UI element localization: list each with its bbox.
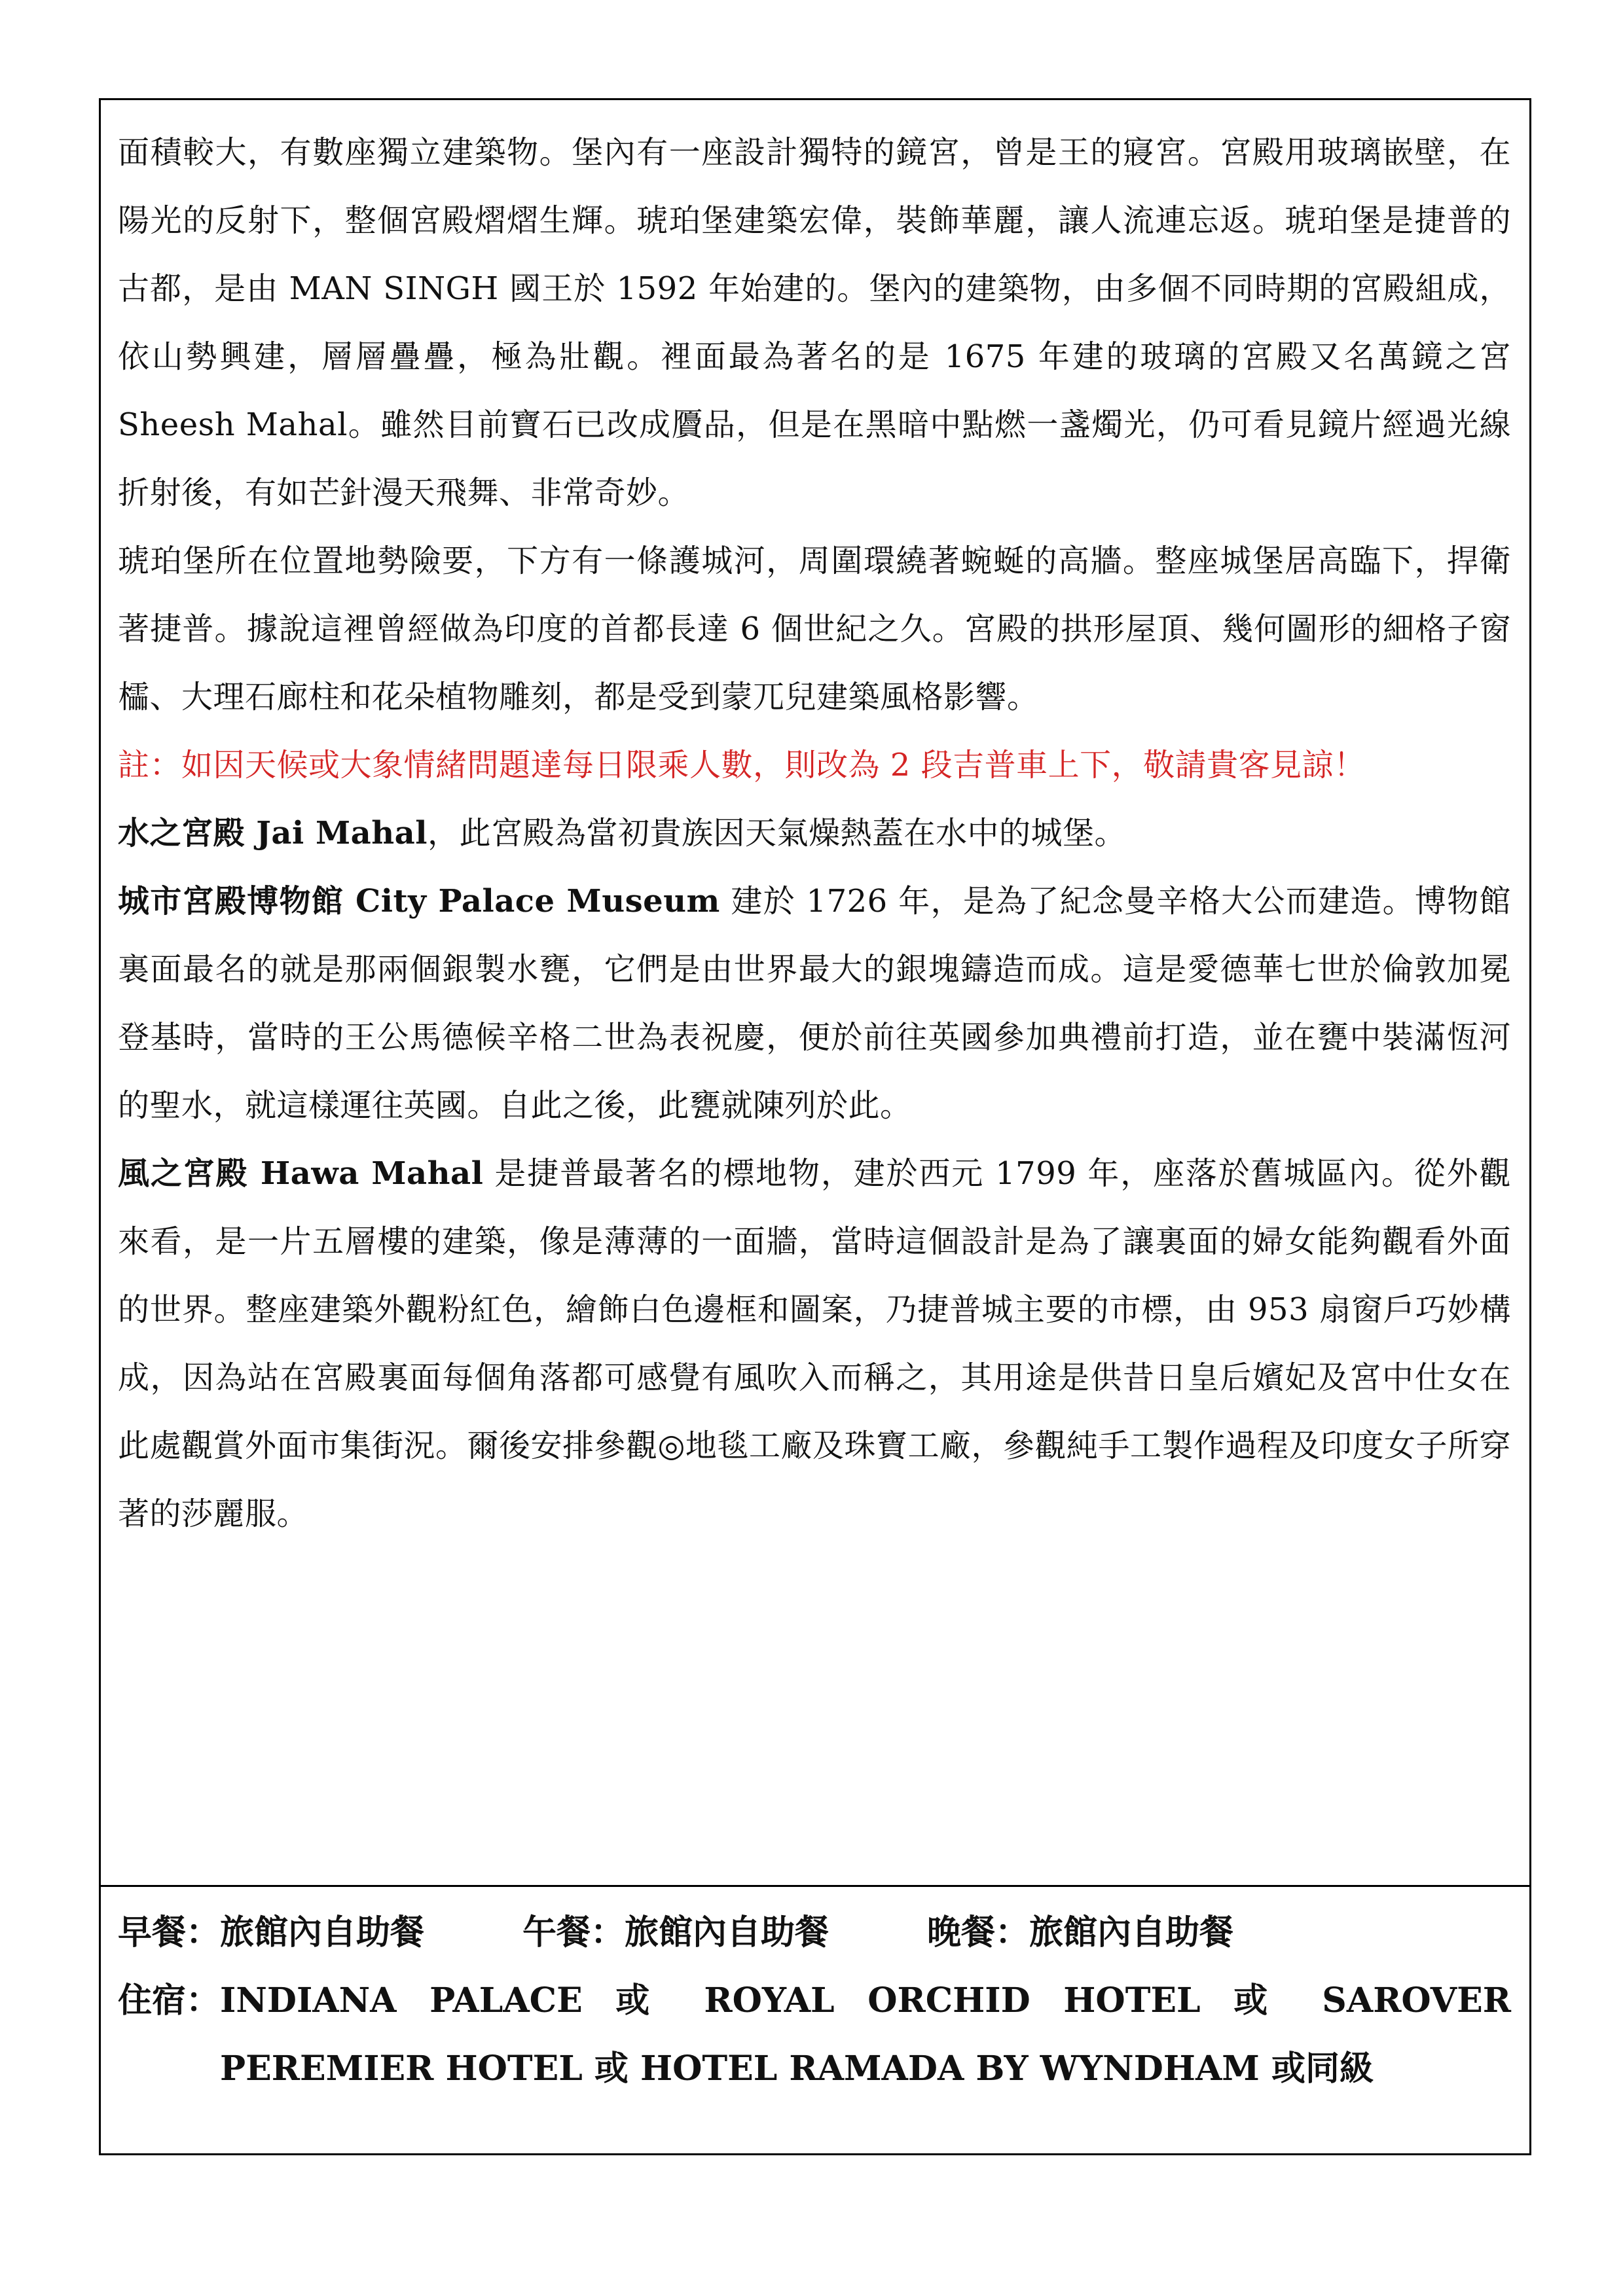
lodging-hotels: INDIANA PALACE 或 ROYAL ORCHID HOTEL 或 SAROVER PEREMIER HOTEL 或 HOTEL RAMADA BY WYNDHAM 或同級 bbox=[220, 1981, 1511, 2089]
lodging-row bbox=[118, 1967, 1511, 2103]
note-text: 如因天候或大象情緒問題達每日限乘人數，則改為 2 段吉普車上下，敬請貴客見諒！ bbox=[181, 747, 1366, 783]
itinerary-day-box bbox=[99, 98, 1531, 2155]
note-label: 註： bbox=[118, 747, 182, 783]
hawa-mahal-paragraph bbox=[118, 1139, 1511, 1548]
city-palace-text: 建於 1726 年，是為了紀念曼辛格大公而建造。博物館裏面最名的就是那兩個銀製水甕，它們是由世界最大的銀塊鑄造而成。這是愛德華七世於倫敦加冕登基時，當時的王公馬德候辛格二世為表祝慶，便於前往英國參加典禮前打造，並在甕中裝滿恆河的聖水，就這樣運往英國。自此之後，此甕就陳列於此。 bbox=[118, 883, 1511, 1124]
hawa-mahal-title: 風之宮殿 Hawa Mahal bbox=[118, 1155, 484, 1192]
city-palace-paragraph bbox=[118, 867, 1511, 1139]
city-palace-title: 城市宮殿博物館 City Palace Museum bbox=[118, 883, 720, 920]
jai-mahal-paragraph bbox=[118, 799, 1511, 867]
elephant-ride-note bbox=[118, 731, 1511, 799]
amber-fort-paragraph-2: 琥珀堡所在位置地勢險要，下方有一條護城河，周圍環繞著蜿蜒的高牆。整座城堡居高臨下，捍衛著捷普。據說這裡曾經做為印度的首都長達 6 個世紀之久。宮殿的拱形屋頂、幾何圖形的細格子窗櫺、大理石廊柱和花朵植物雕刻，都是受到蒙兀兒建築風格影響。 bbox=[118, 543, 1511, 715]
itinerary-description bbox=[101, 100, 1529, 1885]
hawa-mahal-text: 是捷普最著名的標地物，建於西元 1799 年，座落於舊城區內。從外觀來看，是一片五層樓的建築，像是薄薄的一面牆，當時這個設計是為了讓裏面的婦女能夠觀看外面的世界。整座建築外觀粉紅色，繪飾白色邊框和圖案，乃捷普城主要的市標，由 953 扇窗戶巧妙構成，因為站在宮殿裏面每個角落都可感覺有風吹入而稱之，其用途是供昔日皇后嬪妃及宮中仕女在此處觀賞外面市集街況。爾後安排參觀◎地毯工廠及珠寶工廠，參觀純手工製作過程及印度女子所穿著的莎麗服。 bbox=[118, 1155, 1511, 1532]
jai-mahal-title: 水之宮殿 Jai Mahal bbox=[118, 815, 428, 852]
jai-mahal-text: ，此宮殿為當初貴族因天氣燥熱蓋在水中的城堡。 bbox=[427, 815, 1126, 852]
meals-lodging-section bbox=[101, 1887, 1529, 2103]
meals-row bbox=[118, 1899, 1511, 1967]
lunch-info: 午餐：旅館內自助餐 bbox=[522, 1912, 830, 1952]
amber-fort-paragraph-1: 面積較大，有數座獨立建築物。堡內有一座設計獨特的鏡宮，曾是王的寢宮。宮殿用玻璃嵌壁，在陽光的反射下，整個宮殿熠熠生輝。琥珀堡建築宏偉，裝飾華麗，讓人流連忘返。琥珀堡是捷普的古都，是由 MAN SINGH 國王於 1592 年始建的。堡內的建築物，由多個不同時期的宮殿組成，依山勢興建，層層疊疊，極為壯觀。裡面最為著名的是 1675 年建的玻璃的宮殿又名萬鏡之宮 Sheesh Mahal。雖然目前寶石已改成贗品，但是在黑暗中點燃一盞燭光，仍可看見鏡片經過光線折射後，有如芒針漫天飛舞、非常奇妙。 bbox=[118, 134, 1511, 511]
lodging-label: 住宿： bbox=[118, 1981, 221, 2020]
breakfast-info: 早餐：旅館內自助餐 bbox=[118, 1912, 425, 1952]
dinner-info: 晚餐：旅館內自助餐 bbox=[927, 1912, 1234, 1952]
